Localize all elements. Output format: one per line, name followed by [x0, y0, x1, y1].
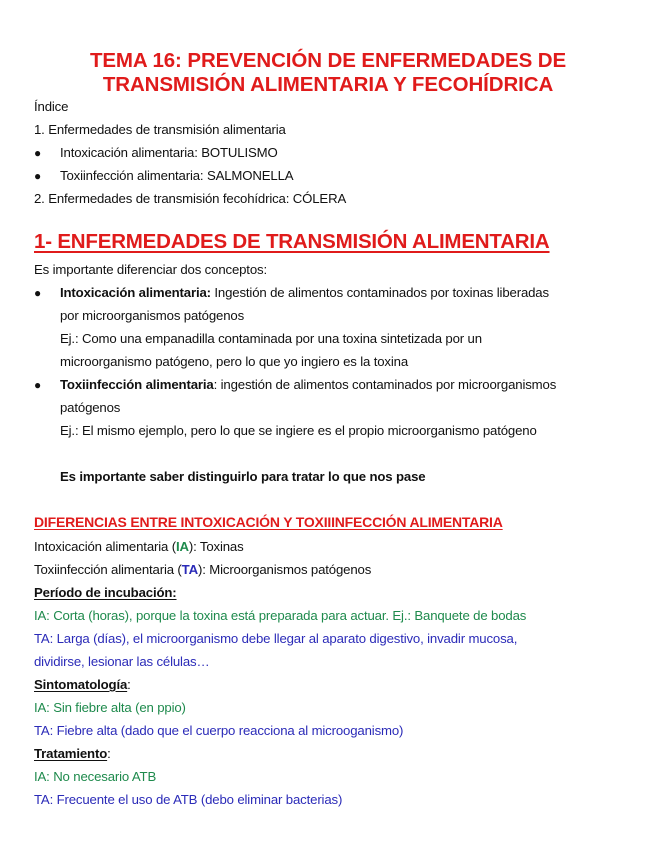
index-heading: Índice — [34, 99, 69, 114]
ia-definition-suffix: ): Toxinas — [188, 539, 244, 554]
bullet-icon: ● — [34, 286, 42, 300]
section-1-heading: 1- ENFERMEDADES DE TRANSMISIÓN ALIMENTARIA — [34, 230, 550, 253]
index-item-1: 1. Enfermedades de transmisión alimentaria — [34, 122, 286, 137]
incubation-label: Período de incubación: — [34, 585, 177, 600]
ta-definition-suffix: ): Microorganismos patógenos — [197, 562, 372, 577]
treatment-ia: IA: No necesario ATB — [34, 769, 157, 784]
treatment-heading — [34, 746, 111, 762]
ta-abbreviation: TA — [181, 562, 198, 577]
ia-abbreviation: IA — [175, 539, 189, 554]
bullet-icon: ● — [34, 169, 42, 183]
label-colon: : — [107, 746, 111, 761]
toxiinfection-definition — [60, 377, 556, 393]
index-item-2: 2. Enfermedades de transmisión fecohídrica: CÓLERA — [34, 191, 347, 206]
term-colon: : — [206, 285, 211, 300]
toxiinfection-definition-cont: patógenos — [60, 400, 121, 415]
symptoms-heading — [34, 677, 131, 693]
intoxication-example-line-1: Ej.: Como una empanadilla contaminada por una toxina sintetizada por un — [60, 331, 482, 346]
treatment-ta: TA: Frecuente el uso de ATB (debo eliminar bacterias) — [34, 792, 343, 807]
intoxication-definition-cont: por microorganismos patógenos — [60, 308, 245, 323]
ta-definition — [34, 562, 371, 578]
toxiinfection-example: Ej.: El mismo ejemplo, pero lo que se ingiere es el propio microorganismo patógeno — [60, 423, 537, 438]
important-note: Es importante saber distinguirlo para tratar lo que nos pase — [60, 469, 426, 484]
intoxication-example-line-2: microorganismo patógeno, pero lo que yo ingiero es la toxina — [60, 354, 409, 369]
bullet-icon: ● — [34, 378, 42, 392]
intoxication-term: Intoxicación alimentaria — [60, 285, 207, 300]
ta-definition-prefix: Toxiinfección alimentaria ( — [34, 562, 182, 577]
symptoms-ta: TA: Fiebre alta (dado que el cuerpo reacciona al microoganismo) — [34, 723, 404, 738]
section-1-intro: Es importante diferenciar dos conceptos: — [34, 262, 267, 277]
toxiinfection-term: Toxiinfección alimentaria — [60, 377, 214, 392]
toxiinfection-definition-text: : ingestión de alimentos contaminados por microorganismos — [213, 377, 557, 392]
incubation-ta-line-1: TA: Larga (días), el microorganismo debe llegar al aparato digestivo, invadir mucosa, — [34, 631, 518, 646]
incubation-ia: IA: Corta (horas), porque la toxina está preparada para actuar. Ej.: Banquete de bodas — [34, 608, 527, 623]
intoxication-definition — [60, 285, 549, 301]
intoxication-definition-text: Ingestión de alimentos contaminados por toxinas liberadas — [210, 285, 549, 300]
treatment-label: Tratamiento — [34, 746, 108, 761]
differences-heading: DIFERENCIAS ENTRE INTOXICACIÓN Y TOXIIINFECCIÓN ALIMENTARIA — [34, 514, 503, 530]
document-title-line-2: TRANSMISIÓN ALIMENTARIA Y FECOHÍDRICA — [102, 73, 554, 96]
ia-definition — [34, 539, 244, 555]
symptoms-label: Sintomatología — [34, 677, 128, 692]
bullet-icon: ● — [34, 146, 42, 160]
index-subitem-botulismo: Intoxicación alimentaria: BOTULISMO — [60, 145, 278, 160]
document-title-line-1: TEMA 16: PREVENCIÓN DE ENFERMEDADES DE — [89, 49, 567, 72]
index-subitem-salmonella: Toxiinfección alimentaria: SALMONELLA — [60, 168, 294, 183]
label-colon: : — [127, 677, 131, 692]
ia-definition-prefix: Intoxicación alimentaria ( — [34, 539, 176, 554]
incubation-ta-line-2: dividirse, lesionar las células… — [34, 654, 210, 669]
symptoms-ia: IA: Sin fiebre alta (en ppio) — [34, 700, 186, 715]
